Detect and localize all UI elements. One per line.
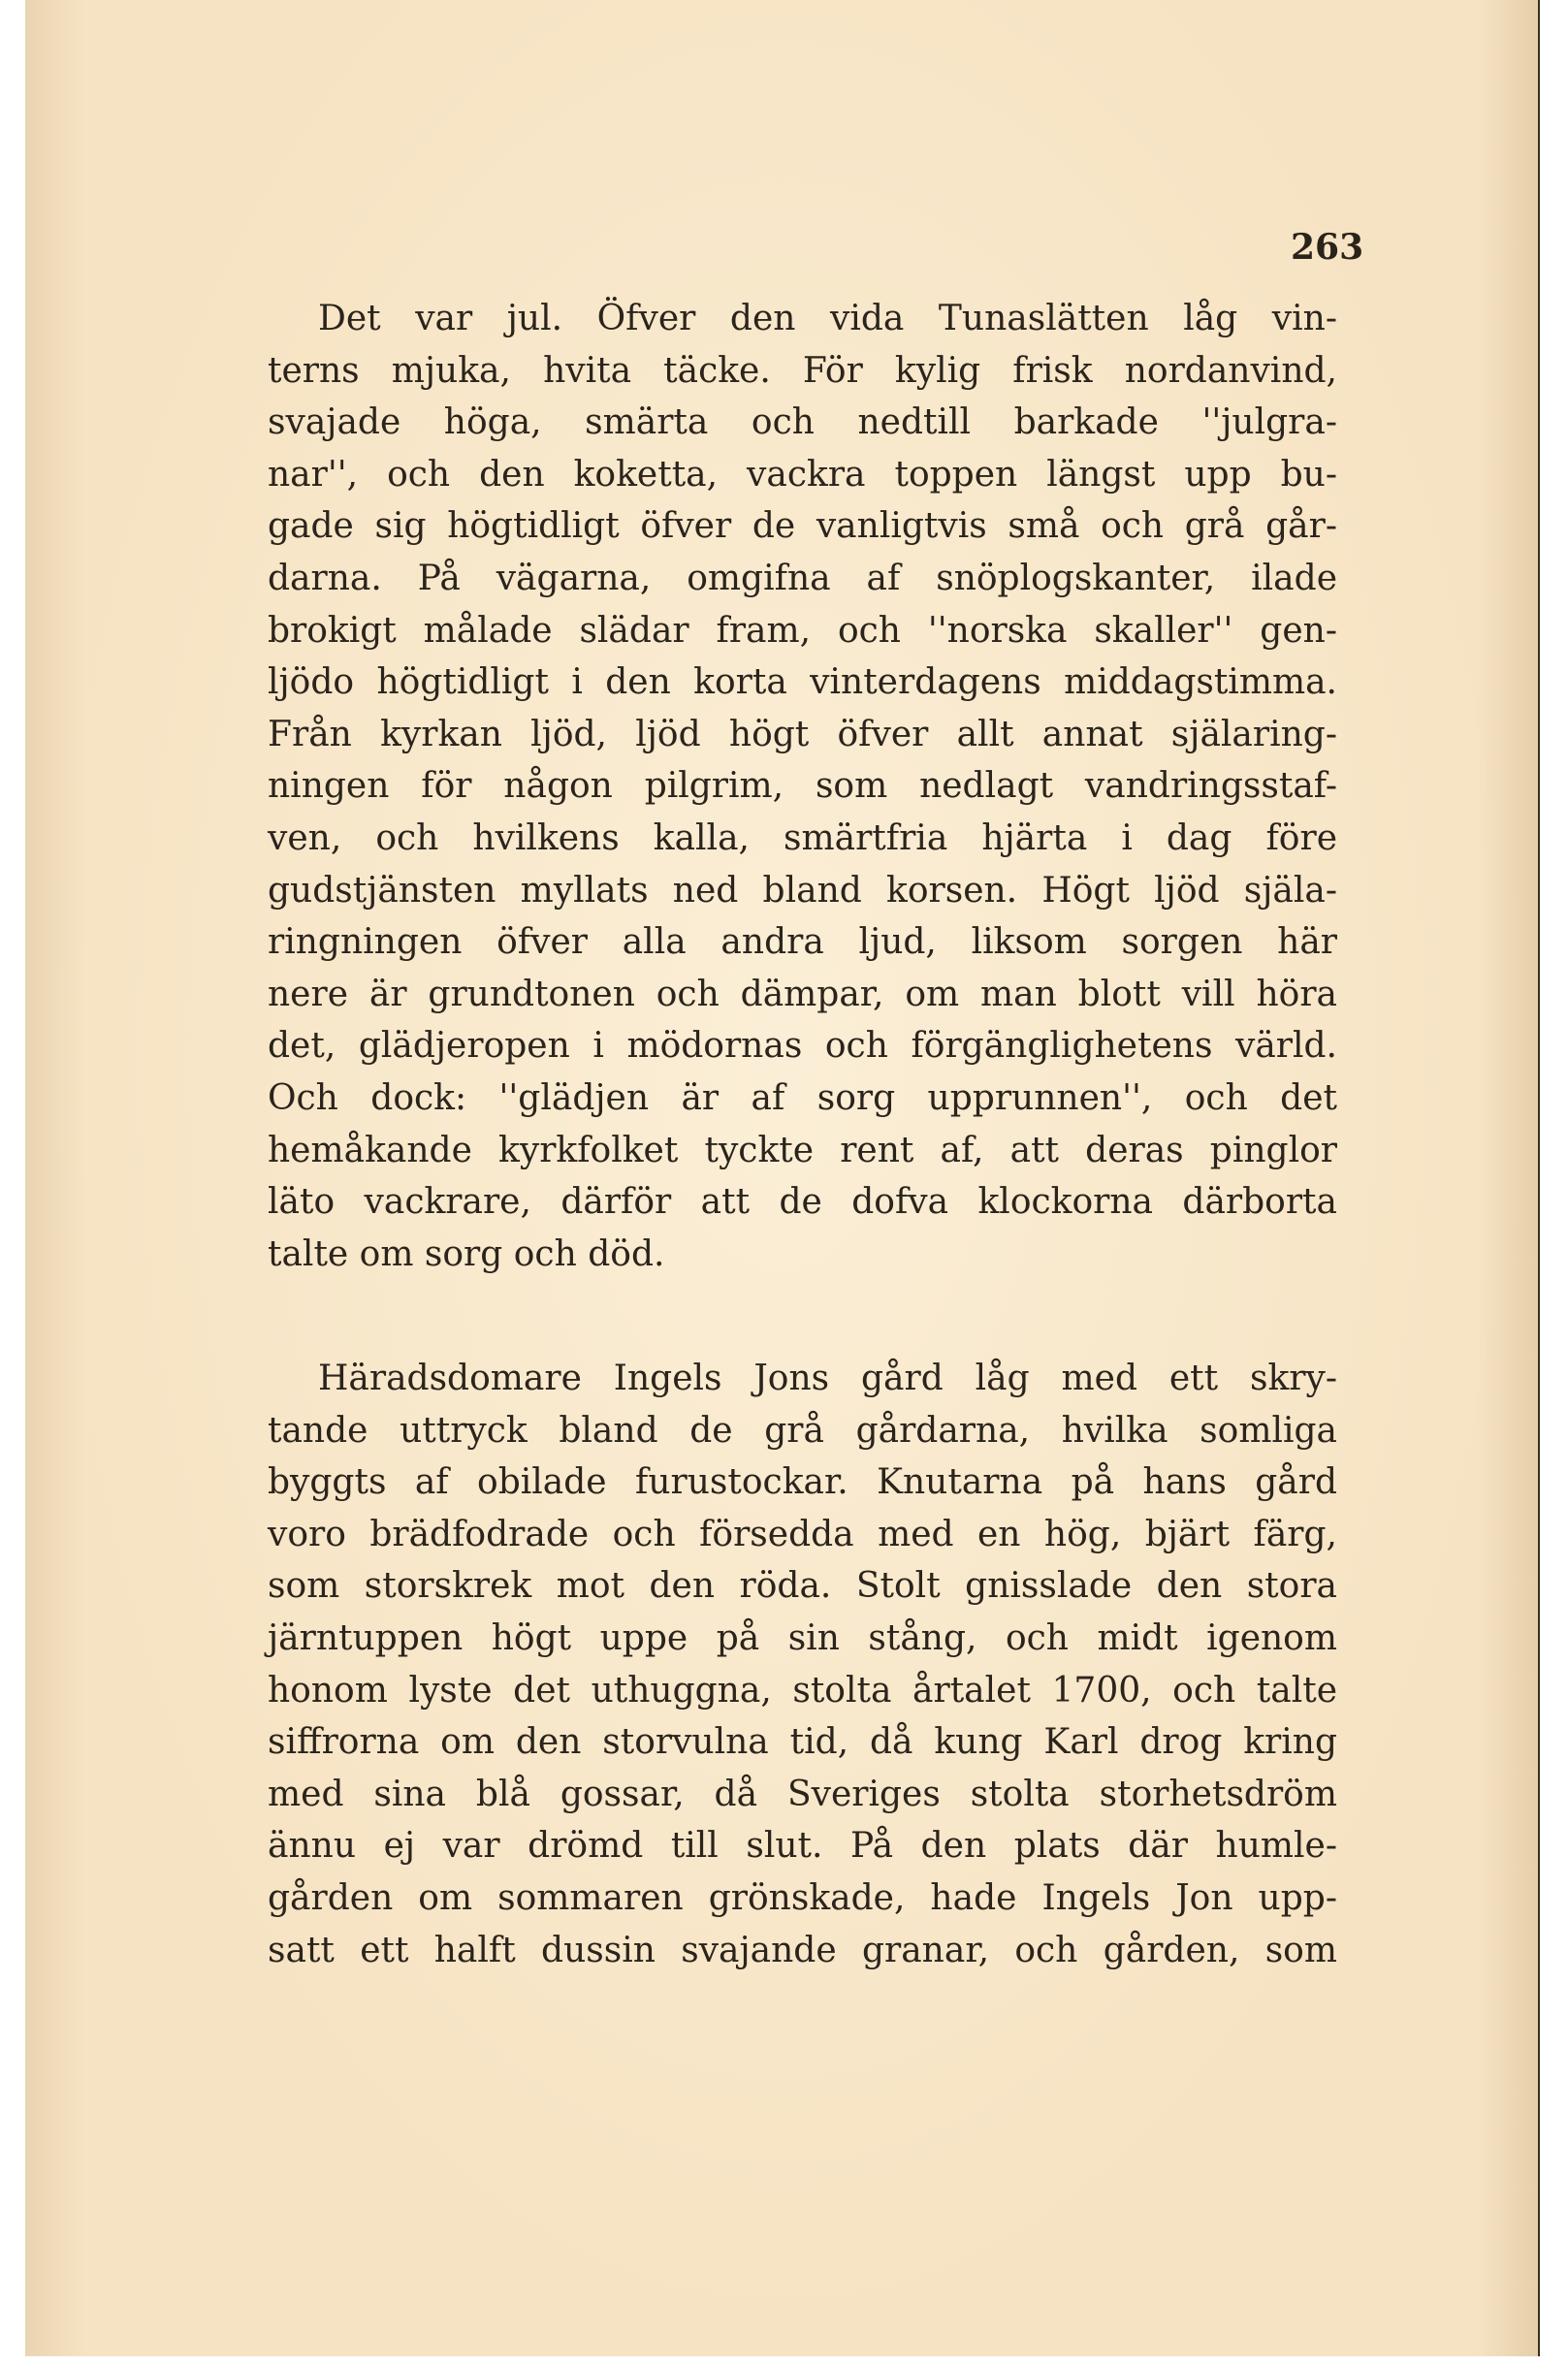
text-line: terns mjuka, hvita täcke. För kylig frisk nordanvind, [268,350,1337,391]
text-line: Och dock: ''glädjen är af sorg upprunnen'', och det [268,1077,1337,1118]
text-line: siffrorna om den storvulna tid, då kung Karl drog kring [268,1722,1337,1763]
text-line: honom lyste det uthuggna, stolta årtalet 1700, och talte [268,1670,1337,1711]
text-line: med sina blå gossar, då Sveriges stolta storhetsdröm [268,1774,1337,1814]
text-line: gården om sommaren grönskade, hade Ingels Jon upp- [268,1877,1337,1918]
text-line: gudstjänsten myllats ned bland korsen. Högt ljöd själa- [268,870,1337,911]
book-page [25,0,1538,2356]
text-line: darna. På vägarna, omgifna af snöplogskanter, ilade [268,558,1337,598]
text-line: järntuppen högt uppe på sin stång, och midt igenom [268,1617,1337,1658]
text-line: voro brädfodrade och försedda med en hög, bjärt färg, [268,1514,1337,1554]
text-line: Från kyrkan ljöd, ljöd högt öfver allt annat själaring- [268,714,1337,754]
text-line: Häradsdomare Ingels Jons gård låg med ett skry- [318,1359,1337,1398]
text-line: ringningen öfver alla andra ljud, liksom sorgen här [268,922,1337,963]
text-line: ännu ej var drömd till slut. På den plats där humle- [268,1826,1337,1867]
paragraph-2 [268,1353,1337,1976]
page-number: 263 [1291,227,1364,268]
text-line: byggts af obilade furustockar. Knutarna på hans gård [268,1462,1337,1503]
text-line: nere är grundtonen och dämpar, om man blott vill höra [268,974,1337,1014]
text-line: ljödo högtidligt i den korta vinterdagens middagstimma. [268,662,1337,703]
paragraph-1 [268,293,1337,1280]
text-line: ven, och hvilkens kalla, smärtfria hjärta i dag före [268,817,1337,858]
text-line: Det var jul. Öfver den vida Tunaslätten låg vin- [318,299,1337,338]
text-line: gade sig högtidligt öfver de vanligtvis små och grå går- [268,506,1337,547]
text-line: som storskrek mot den röda. Stolt gnisslade den stora [268,1566,1337,1607]
text-line: brokigt målade slädar fram, och ''norska skaller'' gen- [268,610,1337,651]
text-line: talte om sorg och död. [268,1233,665,1274]
text-line: tande uttryck bland de grå gårdarna, hvilka somliga [268,1410,1337,1451]
text-line: hemåkande kyrkfolket tyckte rent af, att deras pinglor [268,1130,1337,1170]
text-line: satt ett halft dussin svajande granar, och gården, som [268,1930,1337,1970]
text-line: ningen för någon pilgrim, som nedlagt vandringsstaf- [268,766,1337,807]
text-line: nar'', och den koketta, vackra toppen längst upp bu- [268,454,1337,495]
text-line: det, glädjeropen i mödornas och förgänglighetens värld. [268,1026,1337,1067]
text-line: läto vackrare, därför att de dofva klockorna därborta [268,1182,1337,1223]
text-line: svajade höga, smärta och nedtill barkade ''julgra- [268,402,1337,443]
